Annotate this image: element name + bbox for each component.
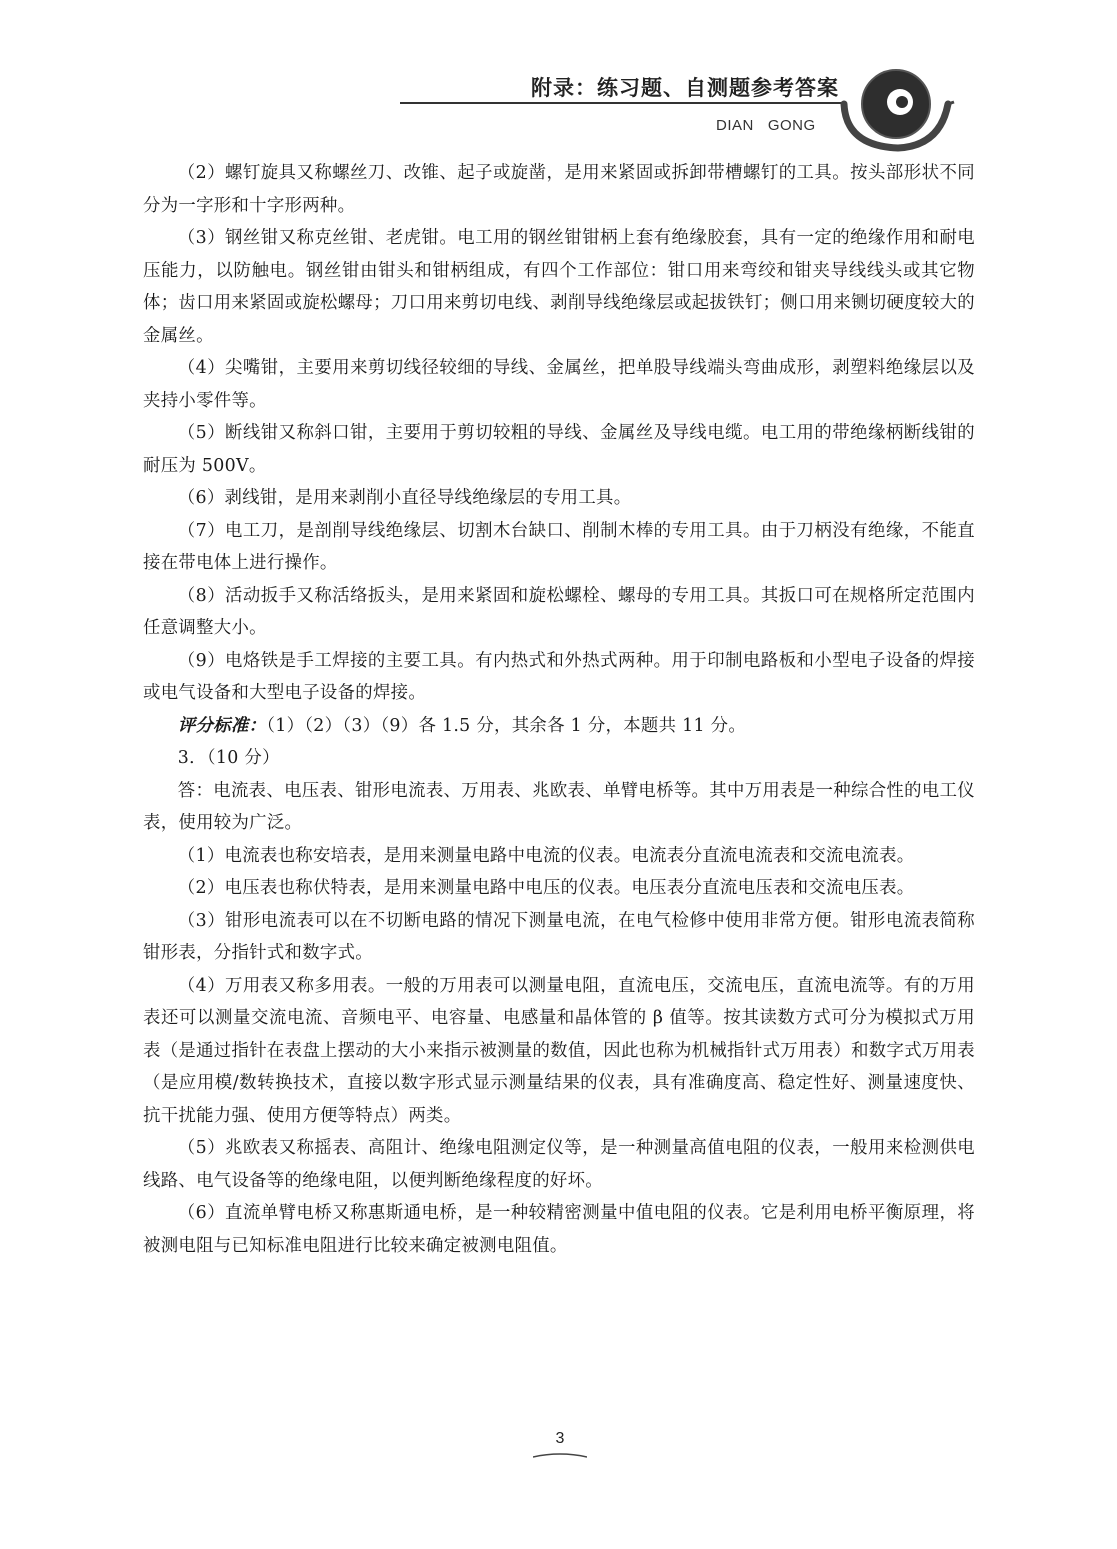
page-header (0, 0, 1117, 150)
scoring-paragraph (143, 710, 975, 743)
header-title: 附录：练习题、自测题参考答案 (531, 76, 839, 100)
header-divider (400, 102, 845, 104)
paragraph: （2）电压表也称伏特表，是用来测量电路中电压的仪表。电压表分直流电压表和交流电压表。 (177, 878, 915, 898)
paragraph: （1）电流表也称安培表，是用来测量电路中电流的仪表。电流表分直流电流表和交流电流表。 (177, 845, 915, 866)
paragraph: （2）螺钉旋具又称螺丝刀、改锥、起子或旋凿，是用来紧固或拆卸带槽螺钉的工具。按头部形状不同分为一字形和十字形两种。 (143, 163, 975, 216)
paragraph: （7）电工刀，是剖削导线绝缘层、切割木台缺口、削制木棒的专用工具。由于刀柄没有绝缘，不能直接在带电体上进行操作。 (143, 520, 975, 573)
paragraph: （9）电烙铁是手工焊接的主要工具。有内热式和外热式两种。用于印制电路板和小型电子设备的焊接或电气设备和大型电子设备的焊接。 (143, 650, 975, 703)
paragraph: （8）活动扳手又称活络扳头，是用来紧固和旋松螺栓、螺母的专用工具。其扳口可在规格所定范围内任意调整大小。 (143, 585, 975, 638)
paragraph: （6）剥线钳，是用来剥削小直径导线绝缘层的专用工具。 (177, 488, 632, 508)
paragraph: （4）万用表又称多用表。一般的万用表可以测量电阻，直流电压，交流电压，直流电流等。有的万用表还可以测量交流电流、音频电平、电容量、电感量和晶体管的 β 值等。按其读数方式可分为模拟式万用表（是通过指针在表盘上摆动的大小来指示被测量的数值，因此也称为机械指针式万用表）和数字式万用表（是应用模/数转换技术，直接以数字形式显示测量结果的仪表，具有准确度高、稳定性好、测量速度快、抗干扰能力强、使用方便等特点）两类。 (143, 975, 975, 1126)
page-body (143, 157, 975, 1262)
paragraph: 答：电流表、电压表、钳形电流表、万用表、兆欧表、单臂电桥等。其中万用表是一种综合性的电工仪表，使用较为广泛。 (143, 780, 975, 833)
paragraph: （3）钳形电流表可以在不切断电路的情况下测量电流，在电气检修中使用非常方便。钳形电流表简称钳形表，分指针式和数字式。 (143, 910, 975, 963)
scoring-label: 评分标准： (177, 715, 267, 736)
question-heading: 3．（10 分） (177, 748, 280, 768)
paragraph: （5）兆欧表又称摇表、高阻计、绝缘电阻测定仪等，是一种测量高值电阻的仪表，一般用来检测供电线路、电气设备等的绝缘电阻，以便判断绝缘程度的好坏。 (143, 1138, 975, 1191)
paragraph: （5）断线钳又称斜口钳，主要用于剪切较粗的导线、金属丝及导线电缆。电工用的带绝缘柄断线钳的耐压为 500V。 (143, 423, 975, 476)
page-number: 3 (555, 1430, 565, 1447)
paragraph: （6）直流单臂电桥又称惠斯通电桥，是一种较精密测量中值电阻的仪表。它是利用电桥平衡原理，将被测电阻与已知标准电阻进行比较来确定被测电阻值。 (143, 1203, 975, 1256)
logo-icon (836, 62, 956, 152)
header-subtitle: DIAN GONG (716, 117, 816, 134)
paragraph: （4）尖嘴钳，主要用来剪切线径较细的导线、金属丝，把单股导线端头弯曲成形，剥塑料绝缘层以及夹持小零件等。 (143, 358, 975, 411)
paragraph: （3）钢丝钳又称克丝钳、老虎钳。电工用的钢丝钳钳柄上套有绝缘胶套，具有一定的绝缘作用和耐电压能力，以防触电。钢丝钳由钳头和钳柄组成，有四个工作部位：钳口用来弯绞和钳夹导线线头或其它物体；齿口用来紧固或旋松螺母；刀口用来剪切电线、剥削导线绝缘层或起拔铁钉；侧口用来铡切硬度较大的金属丝。 (143, 228, 975, 346)
scoring-text: （1）（2）（3）（9）各 1.5 分，其余各 1 分，本题共 11 分。 (266, 715, 747, 736)
page-number-underline (533, 1452, 587, 1458)
